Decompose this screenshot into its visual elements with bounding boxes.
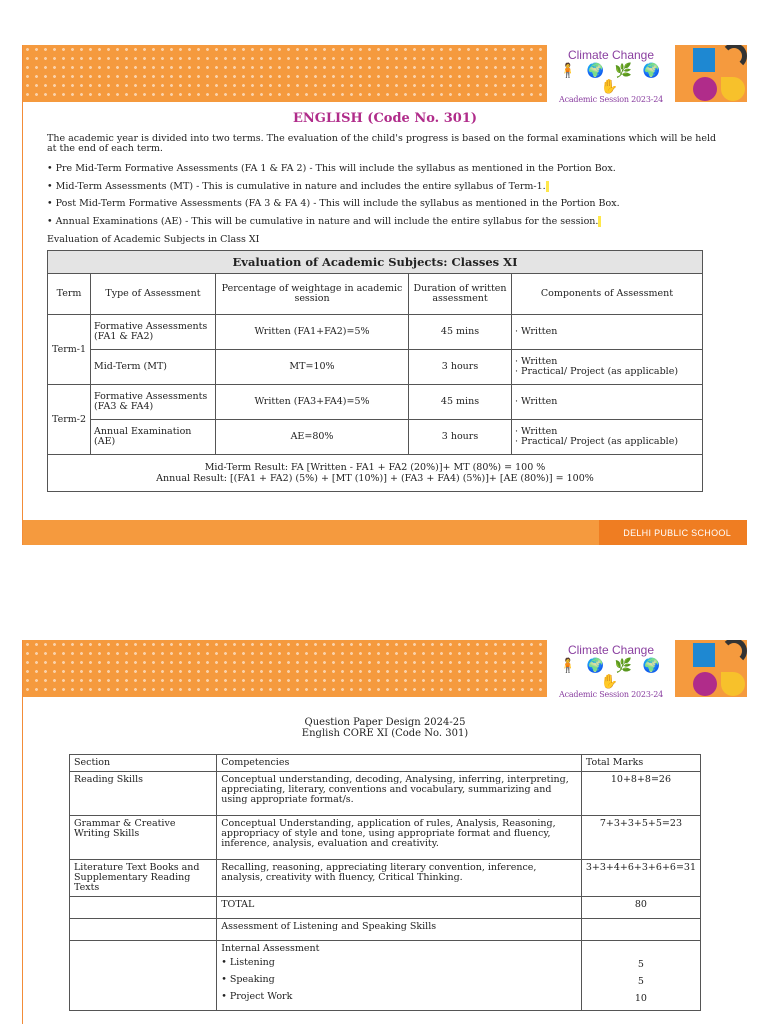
table-row — [70, 897, 701, 919]
school-name: DELHI PUBLIC SCHOOL — [623, 528, 731, 538]
magenta-circle-shape — [693, 77, 717, 101]
decorative-shapes — [675, 45, 747, 102]
question-paper-title — [23, 717, 747, 739]
section-cell — [70, 941, 217, 1011]
column-header: Total Marks — [581, 755, 700, 772]
evaluation-caption: Evaluation of Academic Subjects in Class XI — [47, 234, 260, 245]
competencies-cell: TOTAL — [217, 897, 582, 919]
bullet-text: • Annual Examinations (AE) - This will be cumulative in nature and will include the entire syllabus for the session. — [47, 216, 599, 227]
column-header: Competencies — [217, 755, 582, 772]
table-header-row — [70, 755, 701, 772]
evaluation-table — [47, 250, 703, 492]
table-row — [48, 385, 703, 420]
duration-cell: 45 mins — [409, 385, 512, 420]
component-item: Practical/ Project (as applicable) — [521, 366, 679, 377]
components-cell: · Written — [512, 385, 703, 420]
page-banner — [23, 640, 747, 697]
weightage-cell: Written (FA3+FA4)=5% — [216, 385, 409, 420]
marks-cell: 3+3+4+6+3+6+6=31 — [581, 860, 700, 897]
logo-title: Climate Change — [567, 643, 655, 657]
list-item: • Project Work — [221, 991, 293, 1002]
column-header: Term — [48, 274, 91, 315]
list-item: • Listening — [221, 957, 275, 968]
bullet-text: • Mid-Term Assessments (MT) - This is cumulative in nature and includes the entire syllabus of Term-1. — [47, 181, 546, 192]
section-cell: Grammar & Creative Writing Skills — [70, 816, 217, 860]
question-paper-table — [69, 754, 701, 1011]
logo-session: Academic Session 2023-24 — [559, 690, 663, 699]
table-row — [70, 772, 701, 816]
table-row — [70, 919, 701, 941]
marks-cell — [581, 941, 700, 1011]
marks-cell: 10+8+8=26 — [581, 772, 700, 816]
table-row — [48, 315, 703, 350]
result-formula-cell — [48, 455, 703, 492]
mid-term-result: Mid-Term Result: FA [Written - FA1 + FA2 (20%)]+ MT (80%) = 100 % — [204, 462, 546, 473]
competencies-cell: Conceptual understanding, decoding, Analysing, inferring, interpreting, appreciating, literary, conventions and vocabulary, summarizing and using appropriate format/s. — [217, 772, 582, 816]
page-banner — [23, 45, 747, 102]
dot-pattern — [23, 640, 547, 697]
competencies-cell: Assessment of Listening and Speaking Skills — [217, 919, 582, 941]
logo-figures-icon: 🧍 🌍 🌿 🌍 ✋ — [558, 658, 664, 690]
column-header: Duration of written assessment — [409, 274, 512, 315]
term-cell: Term-2 — [48, 385, 91, 455]
column-header: Percentage of weightage in academic session — [216, 274, 409, 315]
component-item: Written — [521, 356, 558, 367]
logo-figures-icon: 🧍 🌍 🌿 🌍 ✋ — [558, 63, 664, 95]
page-1 — [22, 45, 746, 545]
table-caption: Evaluation of Academic Subjects: Classes XI — [48, 251, 703, 274]
component-item: Written — [521, 396, 558, 407]
table-row — [70, 816, 701, 860]
section-cell — [70, 919, 217, 941]
climate-change-logo — [547, 640, 675, 697]
table-row — [48, 420, 703, 455]
marks-cell: 7+3+3+5+5=23 — [581, 816, 700, 860]
section-cell: Reading Skills — [70, 772, 217, 816]
weightage-cell: AE=80% — [216, 420, 409, 455]
competencies-cell: Recalling, reasoning, appreciating literary convention, inference, analysis, creativity with fluency, Critical Thinking. — [217, 860, 582, 897]
page-2 — [22, 640, 746, 1024]
component-item: Written — [521, 426, 558, 437]
bullet-item: • Post Mid-Term Formative Assessments (FA 3 & FA 4) - This will include the syllabus as mentioned in the Portion Box. — [47, 198, 620, 209]
blue-square-shape — [693, 643, 715, 667]
logo-session: Academic Session 2023-24 — [559, 95, 663, 104]
assessment-type-cell: Formative Assessments (FA1 & FA2) — [91, 315, 216, 350]
competencies-cell: Conceptual Understanding, application of rules, Analysis, Reasoning, appropriacy of style and tone, using appropriate format and fluency, inference, analysis, evaluation and creativity. — [217, 816, 582, 860]
page-title: ENGLISH (Code No. 301) — [292, 111, 478, 126]
marks-value: 5 — [637, 959, 644, 970]
section-cell — [70, 897, 217, 919]
qp-title-line2: English CORE XI (Code No. 301) — [301, 728, 469, 739]
intro-paragraph: The academic year is divided into two terms. The evaluation of the child's progress is based on the formal examinations which will be held at the end of each term. — [47, 133, 717, 154]
internal-assessment-heading: Internal Assessment — [221, 943, 320, 954]
duration-cell: 3 hours — [409, 420, 512, 455]
column-header: Components of Assessment — [512, 274, 703, 315]
components-cell: · Written · Practical/ Project (as applicable) — [512, 420, 703, 455]
dot-pattern — [23, 45, 547, 102]
internal-assessment-list — [221, 954, 577, 1005]
assessment-type-cell: Annual Examination (AE) — [91, 420, 216, 455]
highlight-mark — [598, 216, 601, 227]
bullet-item: • Pre Mid-Term Formative Assessments (FA 1 & FA 2) - This will include the syllabus as mentioned in the Portion Box. — [47, 163, 616, 174]
section-cell: Literature Text Books and Supplementary Reading Texts — [70, 860, 217, 897]
magenta-circle-shape — [693, 672, 717, 696]
yellow-shape — [721, 672, 745, 696]
term-cell: Term-1 — [48, 315, 91, 385]
highlight-mark — [546, 181, 549, 192]
component-item: Written — [521, 326, 558, 337]
yellow-shape — [721, 77, 745, 101]
arc-shape — [721, 45, 747, 69]
duration-cell: 3 hours — [409, 350, 512, 385]
logo-title: Climate Change — [567, 48, 655, 62]
table-row — [70, 860, 701, 897]
decorative-shapes — [675, 640, 747, 697]
marks-value: 5 — [637, 976, 644, 987]
climate-change-logo — [547, 45, 675, 102]
qp-title-line1: Question Paper Design 2024-25 — [304, 717, 466, 728]
marks-cell — [581, 919, 700, 941]
components-cell: · Written — [512, 315, 703, 350]
annual-result: Annual Result: [(FA1 + FA2) (5%) + [MT (10%)] + (FA3 + FA4) (5%)]+ [AE (80%)] = 100% — [156, 473, 594, 484]
component-item: Practical/ Project (as applicable) — [521, 436, 679, 447]
table-row — [70, 941, 701, 1011]
weightage-cell: Written (FA1+FA2)=5% — [216, 315, 409, 350]
assessment-type-cell: Formative Assessments (FA3 & FA4) — [91, 385, 216, 420]
bullet-item — [47, 181, 727, 192]
duration-cell: 45 mins — [409, 315, 512, 350]
arc-shape — [721, 640, 747, 664]
list-item: • Speaking — [221, 974, 275, 985]
bullet-item — [47, 216, 727, 227]
table-row — [48, 350, 703, 385]
assessment-type-cell: Mid-Term (MT) — [91, 350, 216, 385]
marks-cell: 80 — [581, 897, 700, 919]
column-header: Type of Assessment — [91, 274, 216, 315]
footer-bar — [23, 520, 747, 545]
marks-value: 10 — [634, 993, 647, 1004]
components-cell: · Written · Practical/ Project (as applicable) — [512, 350, 703, 385]
blue-square-shape — [693, 48, 715, 72]
internal-assessment-cell — [217, 941, 582, 1011]
weightage-cell: MT=10% — [216, 350, 409, 385]
column-header: Section — [70, 755, 217, 772]
